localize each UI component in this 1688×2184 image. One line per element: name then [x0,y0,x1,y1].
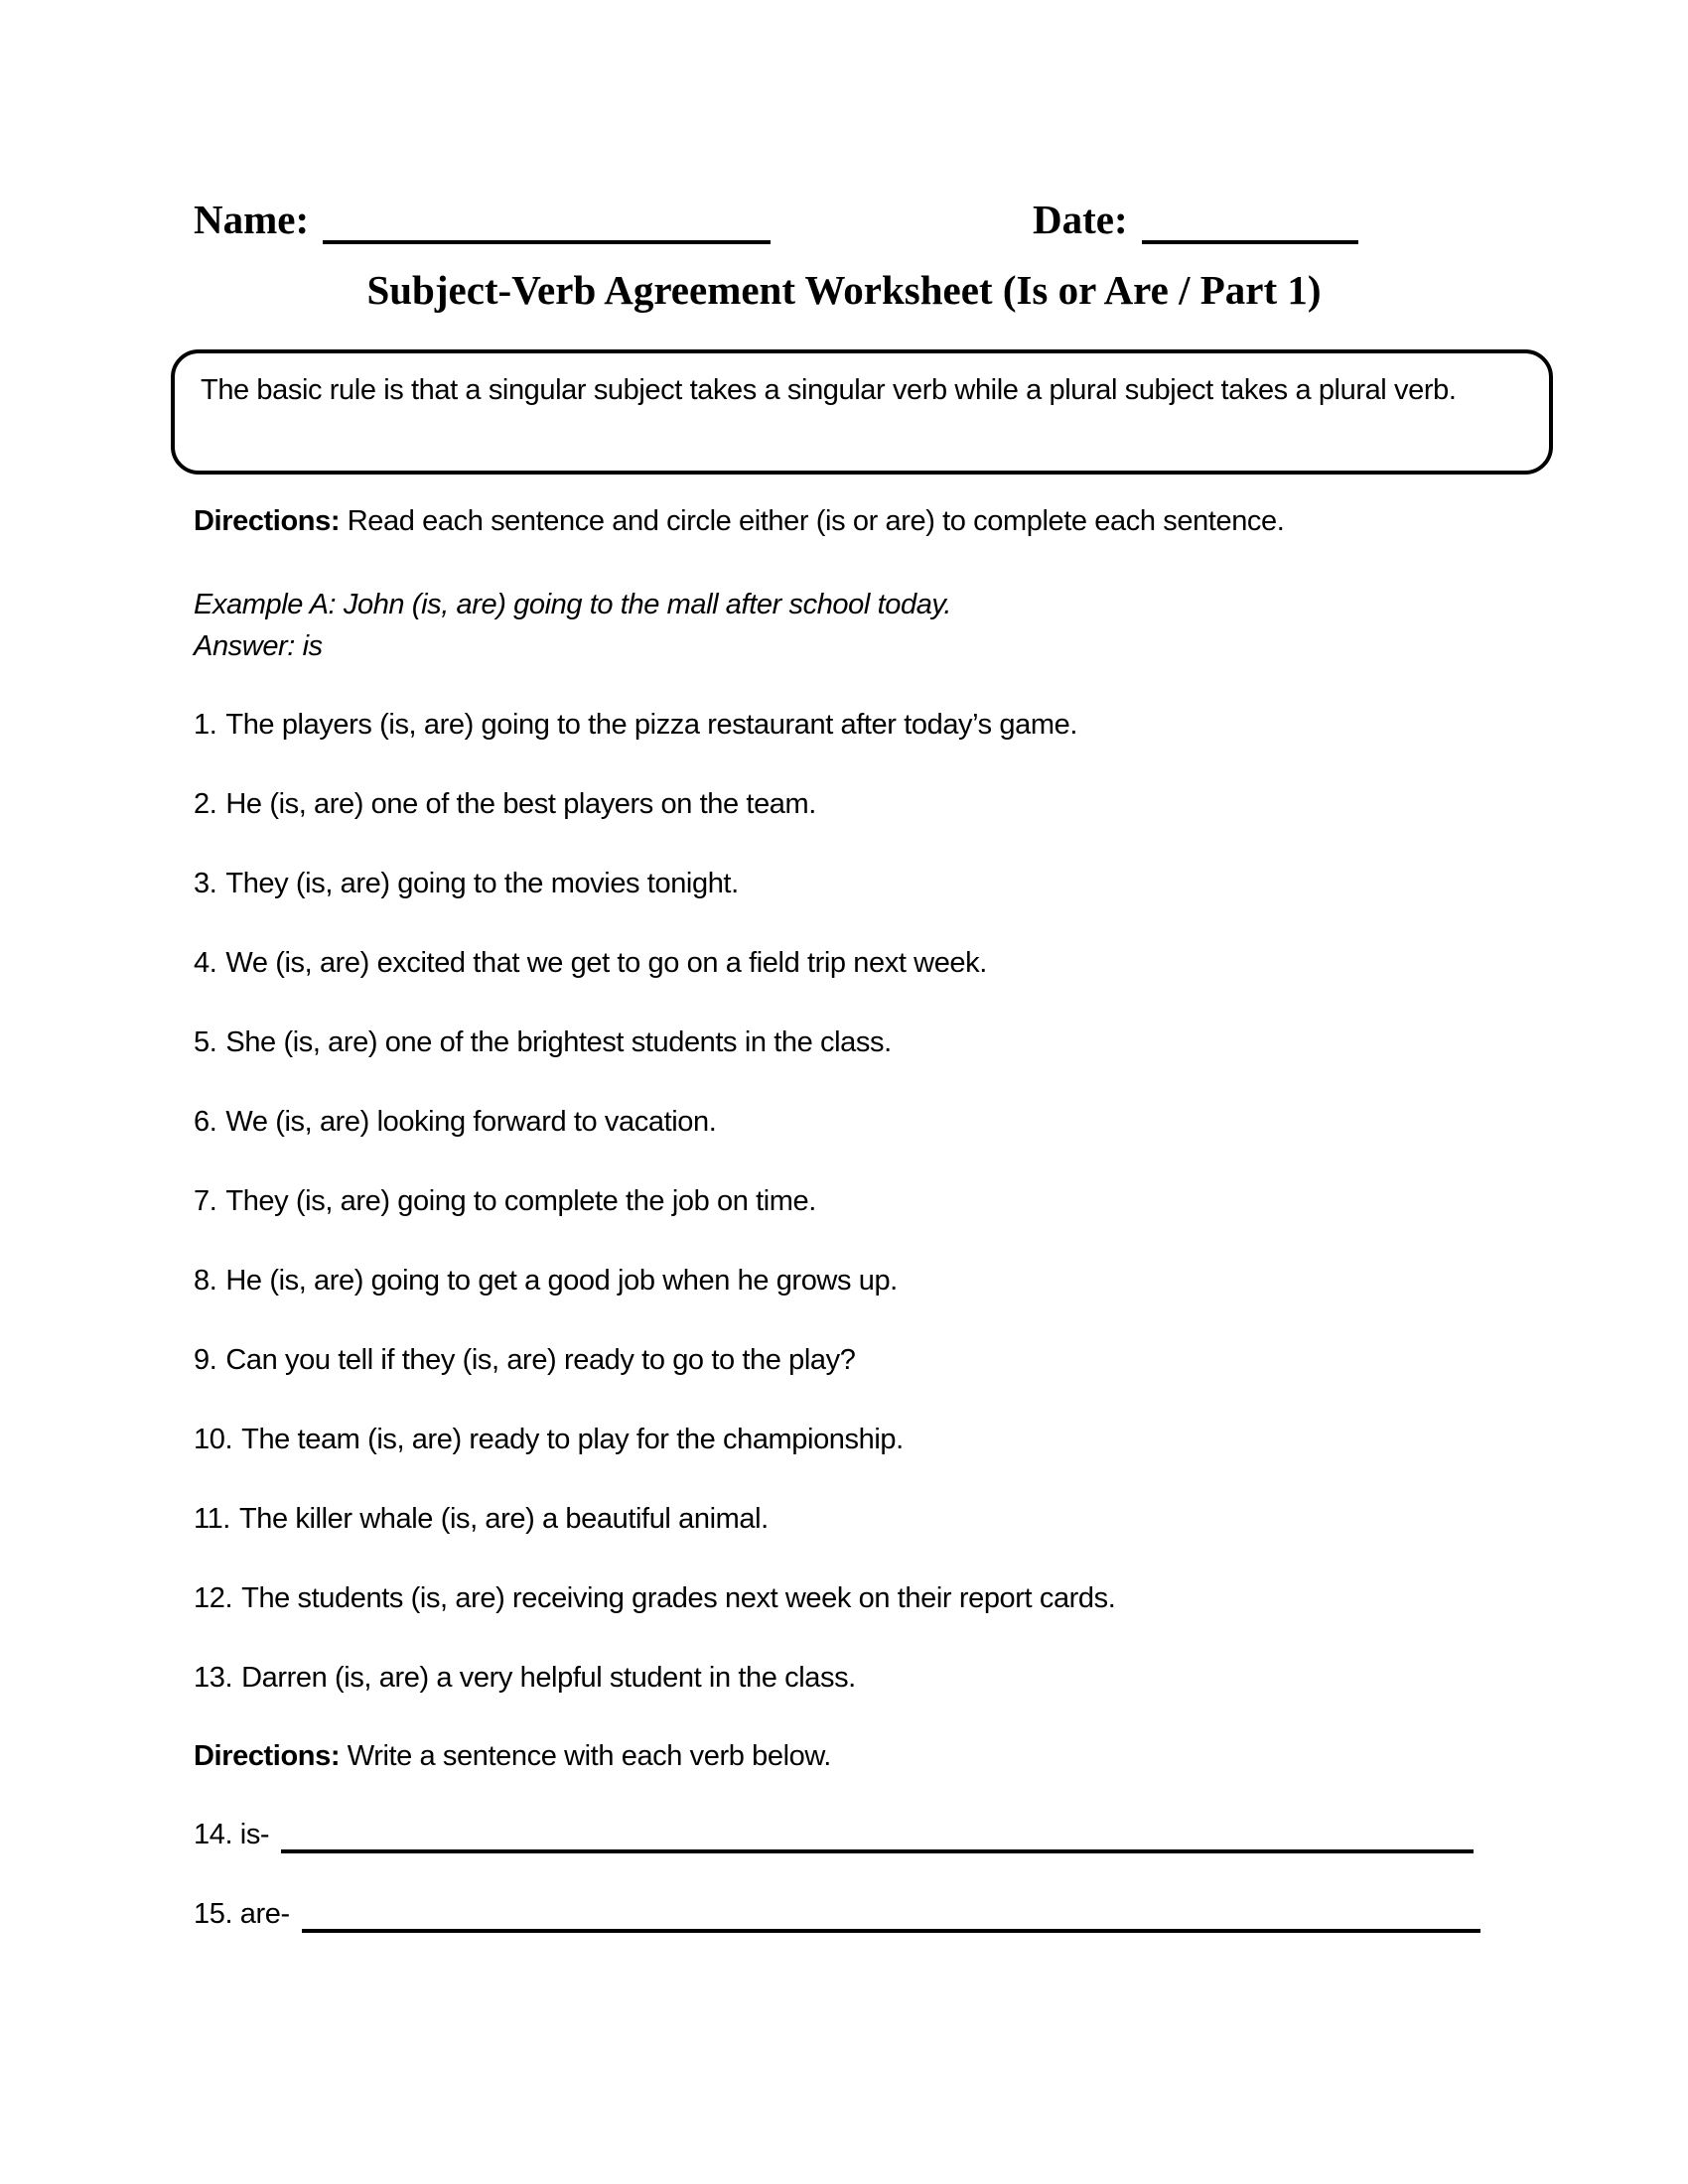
sentence-item [194,1579,1115,1617]
name-blank-line [323,197,771,244]
item-number: 5. [194,1026,217,1058]
directions-2-text: Write a sentence with each verb below. [347,1740,831,1772]
example-sentence: Example A: John (is, are) going to the mall after school today. [194,589,952,620]
item-number: 11. [194,1503,230,1535]
item-text: The team (is, are) ready to play for the championship. [241,1424,904,1455]
item-number: 8. [194,1265,217,1297]
write-item-label: 15. are- [194,1898,290,1930]
item-number: 2. [194,788,217,820]
write-blank-line [302,1896,1480,1933]
sentence-item [194,1341,855,1379]
item-text: They (is, are) going to the movies tonight. [225,868,739,899]
item-number: 9. [194,1344,217,1376]
item-text: He (is, are) one of the best players on the team. [225,788,816,820]
directions-1-text: Read each sentence and circle either (is or are) to complete each sentence. [347,505,1285,537]
example-answer: Answer: is [194,630,323,662]
item-text: We (is, are) excited that we get to go on a field trip next week. [225,947,987,979]
item-text: The players (is, are) going to the pizza restaurant after today’s game. [225,709,1078,741]
sentence-item [194,785,816,823]
item-text: She (is, are) one of the brightest students in the class. [225,1026,892,1058]
sentence-item [194,1659,856,1697]
page-title: Subject-Verb Agreement Worksheet (Is or Are / Part 1) [366,267,1322,313]
sentence-item [194,944,987,982]
sentence-item [194,1103,716,1141]
name-field-group [194,197,771,244]
item-number: 6. [194,1106,217,1138]
sentence-item [194,1500,769,1538]
item-text: Can you tell if they (is, are) ready to go to the play? [225,1344,856,1376]
directions-2 [194,1737,831,1775]
sentence-item [194,706,1077,744]
write-item [194,1817,1474,1853]
directions-2-label: Directions: [194,1740,341,1772]
item-number: 7. [194,1185,217,1217]
write-item-label: 14. is- [194,1819,270,1850]
date-blank-line [1142,197,1358,244]
item-number: 13. [194,1662,233,1694]
sentence-item [194,1262,898,1299]
item-text: The students (is, are) receiving grades next week on their report cards. [241,1582,1116,1614]
item-number: 3. [194,868,217,899]
sentence-item [194,1421,904,1458]
item-number: 1. [194,709,217,741]
directions-1-label: Directions: [194,505,341,537]
item-text: Darren (is, are) a very helpful student in the class. [241,1662,856,1694]
write-item [194,1896,1480,1933]
rule-box [171,349,1553,475]
date-label: Date: [1033,197,1128,242]
sentence-item [194,1024,892,1061]
name-label: Name: [194,197,310,242]
rule-text: The basic rule is that a singular subject takes a singular verb while a plural subject takes a plural verb. [201,374,1457,406]
directions-1 [194,502,1284,540]
item-number: 12. [194,1582,233,1614]
item-text: The killer whale (is, are) a beautiful animal. [238,1503,769,1535]
write-blank-line [281,1817,1474,1853]
item-text: He (is, are) going to get a good job when he grows up. [225,1265,898,1297]
item-number: 10. [194,1424,233,1455]
date-field-group [1033,197,1358,244]
item-text: They (is, are) going to complete the job on time. [225,1185,816,1217]
sentence-item [194,865,739,902]
item-text: We (is, are) looking forward to vacation. [225,1106,717,1138]
item-number: 4. [194,947,217,979]
sentence-item [194,1182,816,1220]
